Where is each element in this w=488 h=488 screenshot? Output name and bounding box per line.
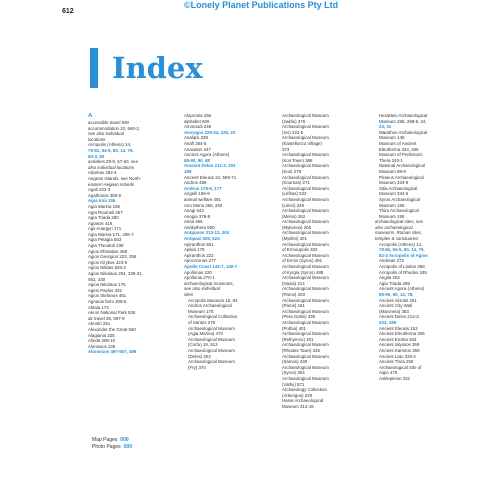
index-entry: Agios Nikolaos 254, 329-31,	[88, 271, 143, 277]
index-entry: (Limni) 349	[282, 202, 304, 208]
index-entry: Archaeological Museum	[188, 325, 235, 331]
index-entry: Asklepieion 332	[379, 375, 411, 381]
index-entry: 79-81, 94-5, 80, 14, 79,	[88, 147, 134, 153]
index-entry: temples & sanctuaries	[375, 236, 419, 242]
index-entry: 189	[184, 168, 192, 174]
index-entry: Agia Pelagia 553	[88, 237, 122, 243]
copyright-notice: ©Lonely Planet Publications Pty Ltd	[184, 0, 339, 10]
index-entry: Acropolis of Lindos 358	[379, 264, 425, 270]
index-entry: Museum 185	[379, 202, 405, 208]
index-entry: Ancient Kamiros 359	[379, 347, 420, 353]
index-entry: Ancient Ialyssos 359	[379, 342, 420, 348]
index-entry: Archaeological Site of	[379, 364, 422, 370]
index-entry: (Melos) 262	[282, 213, 306, 219]
index-entry: Alagiania 225	[88, 332, 115, 338]
index-entry: Apiranthos 222	[184, 252, 214, 258]
index-entry: Eleutherna 334, 336	[379, 146, 419, 152]
index-entry: Museum 314-15	[282, 403, 314, 409]
index-entry: Museum 295, 298-9, 24,	[379, 118, 427, 124]
map-pages-label: Map Pages	[92, 437, 118, 443]
index-entry: Herakleio Archaeological	[379, 113, 428, 118]
index-entry: Acropolis (Athens) 14,	[88, 142, 132, 148]
index-entry: Archaeological Museum	[282, 185, 329, 191]
index-entry: National Archaeological	[379, 163, 425, 169]
index-entry: Aigio 475	[379, 370, 398, 376]
column-entries	[184, 113, 268, 370]
page-legend	[92, 437, 174, 451]
index-entry: Ancient Eleusis 153	[379, 325, 418, 331]
index-entry: (Mytilini) 301	[282, 236, 307, 242]
index-entry: Ancient Agora (Athens)	[184, 152, 230, 158]
index-entry: Agnacia farm 305-6	[88, 299, 127, 304]
index-entry: Ancient Thira 250	[379, 359, 414, 365]
index-entry: Anogia 378-9	[184, 213, 211, 219]
index-entry: Museum 195	[379, 213, 405, 219]
index-entry: Andros 175-9, 177	[184, 185, 222, 191]
index-entry: Amorgos 229-34, 228, 23	[184, 129, 236, 135]
index-entry: alphabet 606	[184, 118, 210, 124]
index-entry: Antipaxi 525, 524	[184, 236, 220, 242]
index-entry: (Kos) 279	[282, 168, 302, 174]
index-entry: Aegila 203	[379, 275, 400, 281]
index-entry: (Pera Galini) 335	[282, 314, 316, 320]
index-entry: accessible travel 590	[88, 120, 130, 125]
index-entry: (Naxia) 214	[282, 280, 305, 286]
map-pages-value: 000	[120, 437, 129, 443]
index-entry: Archaeological Museum	[282, 319, 329, 325]
index-entry: animal welfare 491	[184, 196, 221, 202]
index-entry: 82-3, 94	[88, 153, 105, 159]
index-entry: Sitia Archaeological	[379, 185, 418, 191]
index-entry: Anavatos 447	[184, 146, 211, 152]
index-entry: Ancient Akrotiri 251	[379, 297, 417, 303]
index-entry: Museum 334-5	[379, 180, 409, 186]
column-entries	[375, 113, 459, 382]
index-entry: 203, 189	[379, 319, 397, 325]
index-entry: Agia Roumeli 267	[88, 209, 123, 215]
photo-pages-value: 000	[123, 444, 132, 450]
index-entry: Museum 175	[188, 308, 214, 314]
index-entry: of Ermis (Syros) 491	[282, 258, 323, 264]
index-entry: air travel 36, 597-9	[88, 315, 125, 321]
index-entry: Alonissos 225	[88, 343, 116, 349]
index-entry: also individual locations	[88, 164, 135, 170]
index-entry: (Delos) 203	[188, 353, 211, 359]
index-entry: Hania Archaeological	[282, 398, 324, 404]
index-entry: Archaeological Museum	[282, 331, 329, 337]
index-entry: Museum 146	[379, 135, 405, 141]
index-entry: (Fry) 370	[188, 364, 206, 370]
index-entry: Archaeological Museum	[282, 264, 329, 270]
index-entry: Agia Irini 155	[88, 198, 116, 204]
index-column-1	[88, 113, 172, 355]
index-entry: Archaeological Museum	[282, 275, 329, 281]
index-entry: of Santos 275	[188, 319, 216, 325]
page-title: Index	[112, 51, 203, 85]
index-entry: Archaeological Museum	[282, 135, 329, 141]
index-entry: Antiparos 210-12, 204	[184, 230, 230, 236]
index-entry: Alopronia 256	[184, 113, 212, 118]
index-entry: (Corfu) 19, 513	[188, 342, 218, 348]
index-entry: see also individual	[184, 286, 220, 292]
index-entry: Archaeological Museum	[282, 252, 329, 258]
index-entry: Ano Meria 255, 262	[184, 202, 223, 208]
index-entry: Antikythera 550	[184, 224, 215, 230]
index-entry: (Pothia) 401	[282, 325, 306, 331]
index-entry: Agios Nikitas 533-2	[88, 265, 126, 271]
index-entry: 85-90, 90, 14, 78,	[379, 292, 414, 297]
index-entry: (Iraklio) 376	[282, 118, 306, 124]
index-entry: Archaeological Museum	[282, 353, 329, 359]
index-entry: sites	[184, 292, 194, 297]
index-column-2	[184, 113, 268, 370]
index-entry: see also individual	[88, 131, 124, 137]
index-entry: Ancient Eleusis 24, 569-71	[184, 174, 237, 180]
index-entry: Museum of Ancient	[379, 140, 417, 146]
index-entry: Archaeological Museum	[188, 359, 235, 365]
index-entry: Andros Archaeological	[188, 303, 232, 309]
index-entry: Archaeological Museum	[282, 375, 329, 381]
index-entry: Alinda 409-10	[88, 338, 116, 344]
index-entry: 373	[282, 146, 290, 152]
index-entry: Apollonia 270-1	[184, 275, 215, 281]
index-entry: Archaeological Museum	[282, 113, 329, 118]
index-entry: museums, Roman sites,	[375, 230, 423, 236]
index-entry: Agathonisi 358-9	[88, 192, 121, 198]
index-entry: Adamas 262-4	[88, 170, 117, 176]
index-entry: (Ios) 223-5	[282, 129, 304, 135]
index-entry: Ancient Eleutherna 336	[379, 331, 425, 337]
index-entry: Archaeological Museum	[282, 364, 329, 370]
index-entry: Apollo Coast 143-7, 140-7	[184, 264, 238, 270]
index-entry: Museum of Prehistoric	[379, 152, 423, 158]
index-entry: Ammoudi 248	[184, 124, 212, 130]
index-entry: also archaeological	[375, 224, 413, 230]
index-entry: (Arkengos) 228	[282, 392, 313, 398]
index-entry: Ancient Eretria 463	[379, 336, 417, 342]
index-entry: activities 29-9, 57-60, see	[88, 159, 139, 165]
index-entry: 561, 330	[88, 276, 106, 282]
index-entry: 79-81, 94-5, 80, 14, 79,	[379, 247, 425, 253]
index-entry: Agali 232-3	[88, 187, 111, 193]
index-entry: Akrotiri 251	[88, 321, 111, 327]
index-entry: of Ermoupolis 332	[282, 247, 318, 253]
index-entry: Agii Anargyri 171	[88, 226, 122, 232]
index-entry: Agios Stefanos 461	[88, 293, 127, 299]
index-entry: Anafi 254-5	[184, 140, 207, 146]
index-entry: Archaeological Museum	[282, 208, 329, 214]
index-entry: (Agia Marina) 470	[188, 331, 223, 337]
index-entry: Angelli 159-9	[184, 191, 210, 197]
index-entry: 23, 31	[379, 124, 392, 130]
index-entry: Apiranthos 551	[184, 241, 214, 247]
index-entry: (Rethymno) 301	[282, 336, 314, 342]
photo-pages-label: Photo Pages	[92, 444, 121, 450]
index-entry: Apikia 179	[184, 247, 205, 253]
index-entry: Ancient City Wall	[379, 303, 413, 309]
index-entry: Agios Pavlos 332	[88, 287, 122, 293]
index-entry: Apollonas 220	[184, 269, 212, 275]
index-entry: (Syros) 304	[282, 370, 305, 376]
index-entry: Archaeological Museum	[282, 219, 329, 225]
index-entry: Agiasos 416	[88, 220, 113, 226]
index-entry: 85-90, 90, 88	[184, 157, 210, 163]
index-entry: Andreas 272	[379, 258, 404, 264]
index-entry: Acropolis of Rhodes 345	[379, 269, 427, 275]
index-entry: Archaeological Museum	[188, 347, 235, 353]
index-entry: (Samos) 430	[282, 359, 308, 365]
index-entry: (Paros) 161	[282, 303, 305, 309]
index-entry: Archaeological Museum	[282, 152, 329, 158]
index-entry: Archaeological Museum	[282, 308, 329, 314]
index-entry: Archaeological Museum	[282, 342, 329, 348]
index-entry: (Kournas) 271	[282, 180, 310, 186]
index-entry: Agia Triada 280	[88, 215, 119, 221]
index-entry: Acropolis (Athens) 14,	[379, 241, 423, 247]
index-entry: Agia Marina 185	[88, 203, 120, 209]
column-entries	[88, 120, 172, 355]
index-entry: Archaeological Museum	[282, 163, 329, 169]
index-entry: Antia 466	[184, 219, 203, 225]
index-entry: Apocoronas 277	[184, 258, 216, 264]
index-entry: (Vathy) 571	[282, 381, 305, 387]
index-entry: Ancient Lato 333-4	[379, 353, 416, 359]
index-entry: Archaeological Museum	[282, 174, 329, 180]
index-entry: Agios Efstratios 468	[88, 248, 128, 254]
index-entry: (Lefkas) 533	[282, 191, 307, 197]
page-number: 612	[62, 8, 74, 15]
index-entry: 82-3 Acropolis of Agios	[379, 252, 428, 258]
index-entry: eastern Aegean Islands	[88, 181, 134, 187]
index-entry: Analipsi 339	[184, 135, 208, 141]
index-entry: Agia Marina 171, 406-7	[88, 231, 134, 237]
title-accent-bar	[90, 48, 98, 88]
index-entry: Aegean Islands, see North-	[88, 175, 142, 181]
index-entry: (Maroneia) 383	[379, 308, 409, 314]
index-letter-heading: A	[88, 113, 93, 119]
index-entry: archaeological sites, see	[375, 219, 424, 225]
index-entry: (Paros) 203	[282, 292, 305, 297]
index-entry: (Rhodes Town) 345	[282, 347, 320, 353]
index-entry: Alexander the Great 560	[88, 326, 136, 332]
index-entry: Agia Theodoti 238	[88, 243, 124, 249]
index-entry: Ancient Delos 212-3, 203	[184, 163, 236, 169]
index-entry: Archaeological Museum	[282, 124, 329, 130]
index-column-4	[375, 113, 459, 382]
index-entry: Archaeological Museum	[188, 336, 235, 342]
index-entry: Agia Triada 299	[379, 280, 410, 286]
index-entry: Andros 459	[184, 180, 207, 186]
index-entry: Acropolis Museum 15, 84	[188, 297, 238, 303]
index-entry: Ancient Agora (Athens)	[379, 286, 425, 292]
index-entry: Alonnisos 497-507, 498	[88, 349, 137, 355]
index-entry: Marathon Archaeological	[379, 129, 428, 135]
index-entry: Piraeus Archaeological	[379, 174, 424, 180]
index-entry: Archaeological Museum	[282, 241, 329, 247]
index-entry: of Kyrgia (Syros) 489	[282, 269, 324, 275]
index-entry: Museum 334-5	[379, 191, 409, 197]
index-entry: archaeological museums,	[184, 280, 234, 286]
index-entry: Aktaia 173	[88, 304, 109, 310]
index-entry: accommodation 22, 560-2,	[88, 125, 140, 131]
index-entry: Agios Kirykos 423-5	[88, 259, 128, 265]
index-entry: Archaeological Collection	[188, 314, 238, 320]
index-entry: Archaeological Museum	[282, 230, 329, 236]
index-column-3	[278, 113, 362, 409]
index-entry: Ancient Delos 212-3,	[379, 314, 420, 320]
index-entry: Agios Nikolaos 175	[88, 282, 126, 288]
index-entry: Thera 240-1	[379, 157, 403, 163]
index-entry: Archaeological Museum	[282, 297, 329, 303]
index-entry: Anogi 543	[184, 208, 204, 214]
index-entry: (Kastellorizo Village)	[282, 140, 322, 146]
index-entry: Syros Archaeological	[379, 196, 421, 202]
index-entry: Akros National Park 526	[88, 310, 136, 316]
index-entry: Archaeology Collection	[282, 387, 327, 393]
index-entry: Archaeological Museum	[282, 286, 329, 292]
index-entry: Archaeological Museum	[282, 196, 329, 202]
index-entry: (Kos Town) 388	[282, 157, 313, 163]
index-entry: locations	[88, 136, 106, 142]
index-entry: Agios Georgios 223, 256	[88, 254, 137, 260]
column-entries	[278, 113, 362, 409]
index-entry: Museum 98-9	[379, 168, 406, 174]
index-entry: (Mykonos) 206	[282, 224, 312, 230]
index-entry: Thira Archaeological	[379, 208, 419, 214]
